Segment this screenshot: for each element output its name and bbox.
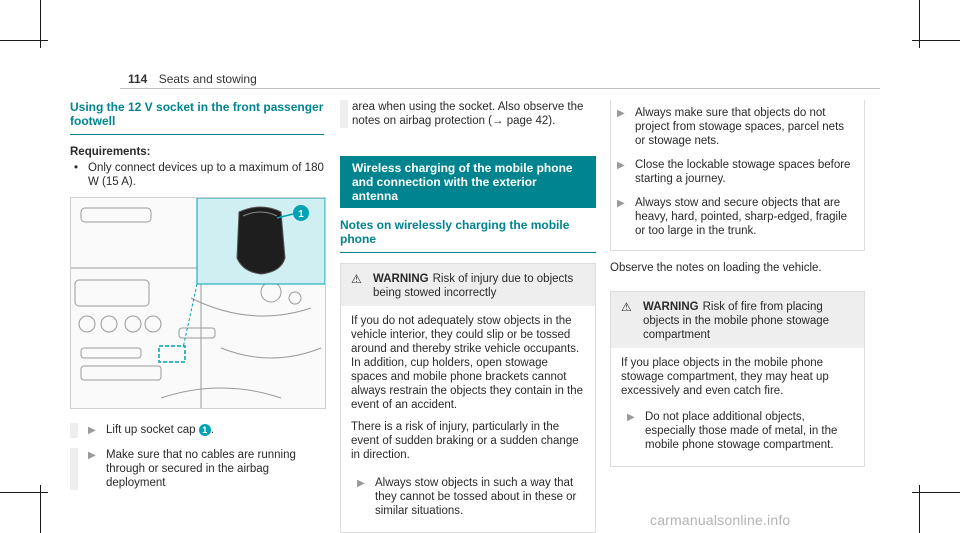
site-watermark: carmanualsonline.info (650, 512, 791, 528)
warning-header (341, 264, 595, 306)
warning-box (340, 263, 596, 533)
step-text: Always make sure that objects do not project from stowage spaces, parcel nets or stowage nets. (635, 107, 845, 147)
section-heading: Using the 12 V socket in the front passenger footwell (70, 100, 324, 128)
dashboard-illustration-svg (71, 198, 325, 408)
crop-mark (0, 40, 48, 41)
page-number: 114 (128, 72, 148, 86)
step-text (106, 423, 214, 438)
heading-rule (340, 252, 596, 253)
page-header (128, 72, 257, 86)
observe-note: Observe the notes on loading the vehicle. (610, 262, 822, 274)
play-triangle-icon: ▶ (617, 198, 625, 209)
warning-label: WARNING (373, 273, 429, 285)
step-text: Make sure that no cables are running through or secured in the airbag deployment (106, 449, 296, 489)
play-triangle-icon: ▶ (88, 425, 96, 436)
header-rule (120, 88, 880, 89)
play-triangle-icon: ▶ (627, 412, 635, 423)
warning-box (610, 291, 865, 467)
column-1 (70, 100, 324, 500)
step-text: Do not place additional objects, especially those made of metal, in the mobile phone stowage compartment. (645, 411, 838, 451)
heading-rule (70, 134, 324, 135)
warning-header (611, 292, 864, 348)
column-2 (340, 100, 596, 533)
requirement-text: Only connect devices up to a maximum of 180 W (15 A). (88, 162, 324, 188)
svg-text:1: 1 (298, 209, 304, 220)
instruction-step (621, 410, 854, 452)
column-3 (610, 100, 865, 467)
play-triangle-icon: ▶ (617, 160, 625, 171)
section-title: Seats and stowing (158, 72, 257, 86)
requirements-title: Requirements: (70, 146, 151, 158)
instruction-step (351, 476, 585, 518)
warning-body (611, 348, 864, 466)
warning-paragraph: If you place objects in the mobile phone stowage compartment, they may heat up excessively and even catch fire. (621, 357, 829, 397)
socket-illustration (70, 197, 326, 409)
callout-1-badge: 1 (199, 424, 211, 436)
step-text-suffix: . (210, 424, 214, 436)
warning-paragraph: If you do not adequately stow objects in the vehicle interior, they could slip or be tossed around and thereby strike vehicle occupants. In addition, cup holders, open stowage spaces and mobile phone brackets cannot always restrain the objects they contain in the event of an accident. (351, 315, 584, 411)
play-triangle-icon: ▶ (88, 450, 96, 461)
page-reference-link[interactable]: page 42). (503, 115, 556, 127)
continued-step (340, 100, 596, 128)
warning-continuation-box (610, 100, 865, 251)
step-text: Always stow and secure objects that are heavy, hard, pointed, sharp-edged, fragile or too large in the trunk. (635, 197, 848, 237)
bullet-icon: • (74, 162, 79, 174)
warning-label: WARNING (643, 301, 699, 313)
crop-mark (912, 40, 960, 41)
crop-mark (0, 492, 48, 493)
step-text: Close the lockable stowage spaces before starting a journey. (635, 159, 851, 185)
crop-mark (912, 492, 960, 493)
section-banner: Wireless charging of the mobile phone and connection with the exterior antenna (340, 156, 596, 208)
continuation-text: area when using the socket. Also observe the notes on airbag protection ( (352, 101, 584, 127)
requirement-item (70, 161, 324, 189)
warning-title: Risk of injury due to objects being stowed incorrectly (373, 273, 574, 299)
play-triangle-icon: ▶ (357, 478, 365, 489)
subsection-heading: Notes on wirelessly charging the mobile phone (340, 218, 570, 246)
warning-title: Risk of fire from placing objects in the mobile phone stowage compartment (643, 301, 830, 341)
warning-body (341, 306, 595, 532)
step-text-prefix: Lift up socket cap (106, 424, 199, 436)
warning-triangle-icon: ⚠ (621, 300, 632, 314)
warning-triangle-icon: ⚠ (351, 272, 362, 286)
instruction-step (70, 423, 324, 438)
step-text: Always stow objects in such a way that they cannot be tossed about in these or similar situations. (375, 477, 577, 517)
warning-paragraph: There is a risk of injury, particularly in the event of sudden braking or a sudden change in direction. (351, 421, 579, 461)
instruction-step (611, 196, 854, 238)
play-triangle-icon: ▶ (617, 108, 625, 119)
ref-arrow-icon: → (492, 115, 504, 127)
instruction-step (611, 158, 854, 186)
instruction-step (70, 448, 324, 490)
instruction-step (611, 106, 854, 148)
